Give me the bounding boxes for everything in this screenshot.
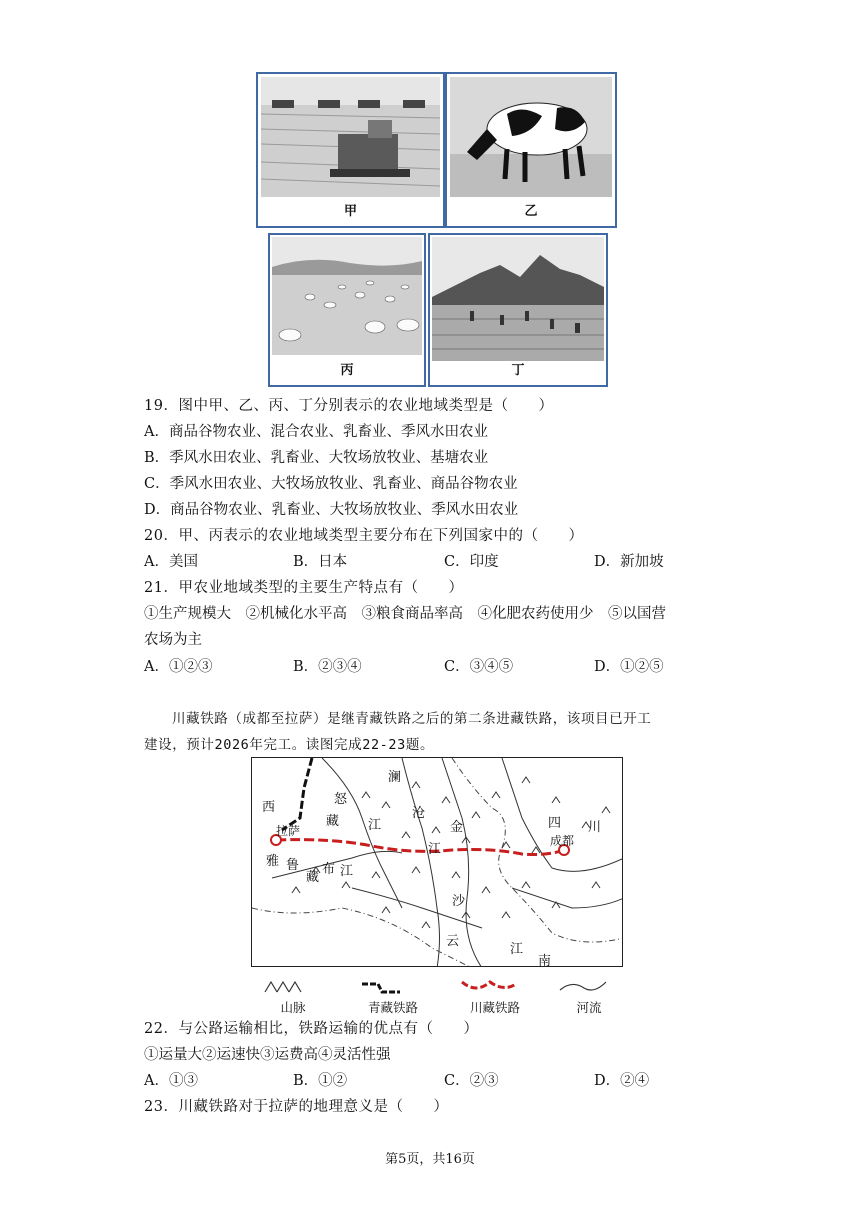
photo-bing <box>268 233 426 387</box>
question-22-stem: 22．与公路运输相比，铁路运输的优点有（ ） <box>144 1021 479 1037</box>
q20-option-a: A．美国 <box>144 554 198 570</box>
map-label-chengdu: 成都 <box>550 834 575 848</box>
map-label-jin: 金 <box>450 820 464 835</box>
map-label-cang: 沧 <box>412 806 426 821</box>
q22-option-a: A．①③ <box>144 1073 198 1089</box>
photo-caption: 丙 <box>340 363 354 378</box>
q22-option-b: B．①② <box>293 1073 348 1089</box>
q22-statements: ①运量大②运速快③运费高④灵活性强 <box>144 1047 391 1063</box>
q22-option-c: C．②③ <box>444 1073 499 1089</box>
photo-yi <box>445 72 617 228</box>
question-20-stem: 20．甲、丙表示的农业地域类型主要分布在下列国家中的（ ） <box>144 528 584 544</box>
photo-jia <box>256 72 445 228</box>
legend-symbols <box>250 974 630 998</box>
legend-sichuan-tibet-railway: 川藏铁路 <box>469 1000 520 1015</box>
q20-option-b: B．日本 <box>293 554 348 570</box>
river-legend-icon <box>560 982 606 990</box>
q21-statements-line1: ①生产规模大 ②机械化水平高 ③粮食商品率高 ④化肥农药使用少 ⑤以国营 <box>144 606 666 622</box>
intro-line-2: 建设，预计2026年完工。读图完成22-23题。 <box>144 737 435 753</box>
map-label-sha: 沙 <box>452 894 466 909</box>
photo-caption: 甲 <box>343 204 357 219</box>
map-label-nan: 南 <box>538 954 552 967</box>
map-label-ya: 雅 <box>266 854 280 869</box>
map-label-lu: 鲁 <box>286 858 300 873</box>
q21-option-c: C．③④⑤ <box>444 659 514 675</box>
photo-ding <box>428 233 608 387</box>
map-label-lasa: 拉萨 <box>276 824 301 838</box>
legend-qinghai-tibet-railway: 青藏铁路 <box>367 1000 418 1015</box>
page-footer: 第5页，共16页 <box>385 1152 475 1167</box>
map-label-chuan: 川 <box>588 820 602 835</box>
railway-map <box>251 757 623 967</box>
mountain-legend-icon <box>265 982 301 992</box>
map-label-jiang3: 江 <box>428 842 442 857</box>
sichuan-tibet-railway-legend-icon <box>462 982 516 988</box>
q21-option-d: D．①②⑤ <box>594 659 664 675</box>
q21-option-b: B．②③④ <box>293 659 362 675</box>
map-label-si: 四 <box>548 816 562 831</box>
map-label-zang2: 藏 <box>306 870 320 885</box>
qinghai-tibet-railway-legend-icon <box>362 984 400 992</box>
question-21-stem: 21．甲农业地域类型的主要生产特点有（ ） <box>144 580 464 596</box>
map-label-xi: 西 <box>262 800 276 815</box>
map-label-jiang2: 江 <box>368 818 382 833</box>
map-label-nu: 怒 <box>334 792 348 807</box>
cow-photo-icon <box>447 74 615 198</box>
question-23-stem: 23．川藏铁路对于拉萨的地理意义是（ ） <box>144 1099 449 1115</box>
q20-option-c: C．印度 <box>444 554 499 570</box>
map-label-bu: 布 <box>322 862 336 877</box>
sheep-photo-icon <box>270 235 424 357</box>
intro-paragraph <box>144 706 724 758</box>
map-label-lan: 澜 <box>388 770 402 785</box>
map-label-jiang1: 江 <box>340 864 354 879</box>
harvester-photo-icon <box>258 74 443 198</box>
map-drawing <box>252 758 623 967</box>
map-label-jiang4: 江 <box>510 942 524 957</box>
legend-river: 河流 <box>576 1000 602 1015</box>
legend-mountain: 山脉 <box>280 1000 306 1015</box>
q21-option-a: A．①②③ <box>144 659 213 675</box>
intro-line-1: 川藏铁路（成都至拉萨）是继青藏铁路之后的第二条进藏铁路，该项目已开工 <box>172 711 652 727</box>
q19-option-c: C．季风水田农业、大牧场放牧业、乳畜业、商品谷物农业 <box>144 476 518 492</box>
q21-statements-line2: 农场为主 <box>144 632 202 648</box>
rice-paddy-photo-icon <box>430 235 606 361</box>
q20-option-d: D．新加坡 <box>594 554 664 570</box>
q22-option-d: D．②④ <box>594 1073 650 1089</box>
map-label-zang: 藏 <box>326 814 340 829</box>
q19-option-b: B．季风水田农业、乳畜业、大牧场放牧业、基塘农业 <box>144 450 489 466</box>
photo-caption: 乙 <box>524 204 538 219</box>
photo-caption: 丁 <box>511 363 525 378</box>
map-label-yun: 云 <box>446 934 460 949</box>
q19-option-a: A．商品谷物农业、混合农业、乳畜业、季风水田农业 <box>144 424 488 440</box>
q19-option-d: D．商品谷物农业、乳畜业、大牧场放牧业、季风水田农业 <box>144 502 519 518</box>
question-19-stem: 19．图中甲、乙、丙、丁分别表示的农业地域类型是（ ） <box>144 398 554 414</box>
